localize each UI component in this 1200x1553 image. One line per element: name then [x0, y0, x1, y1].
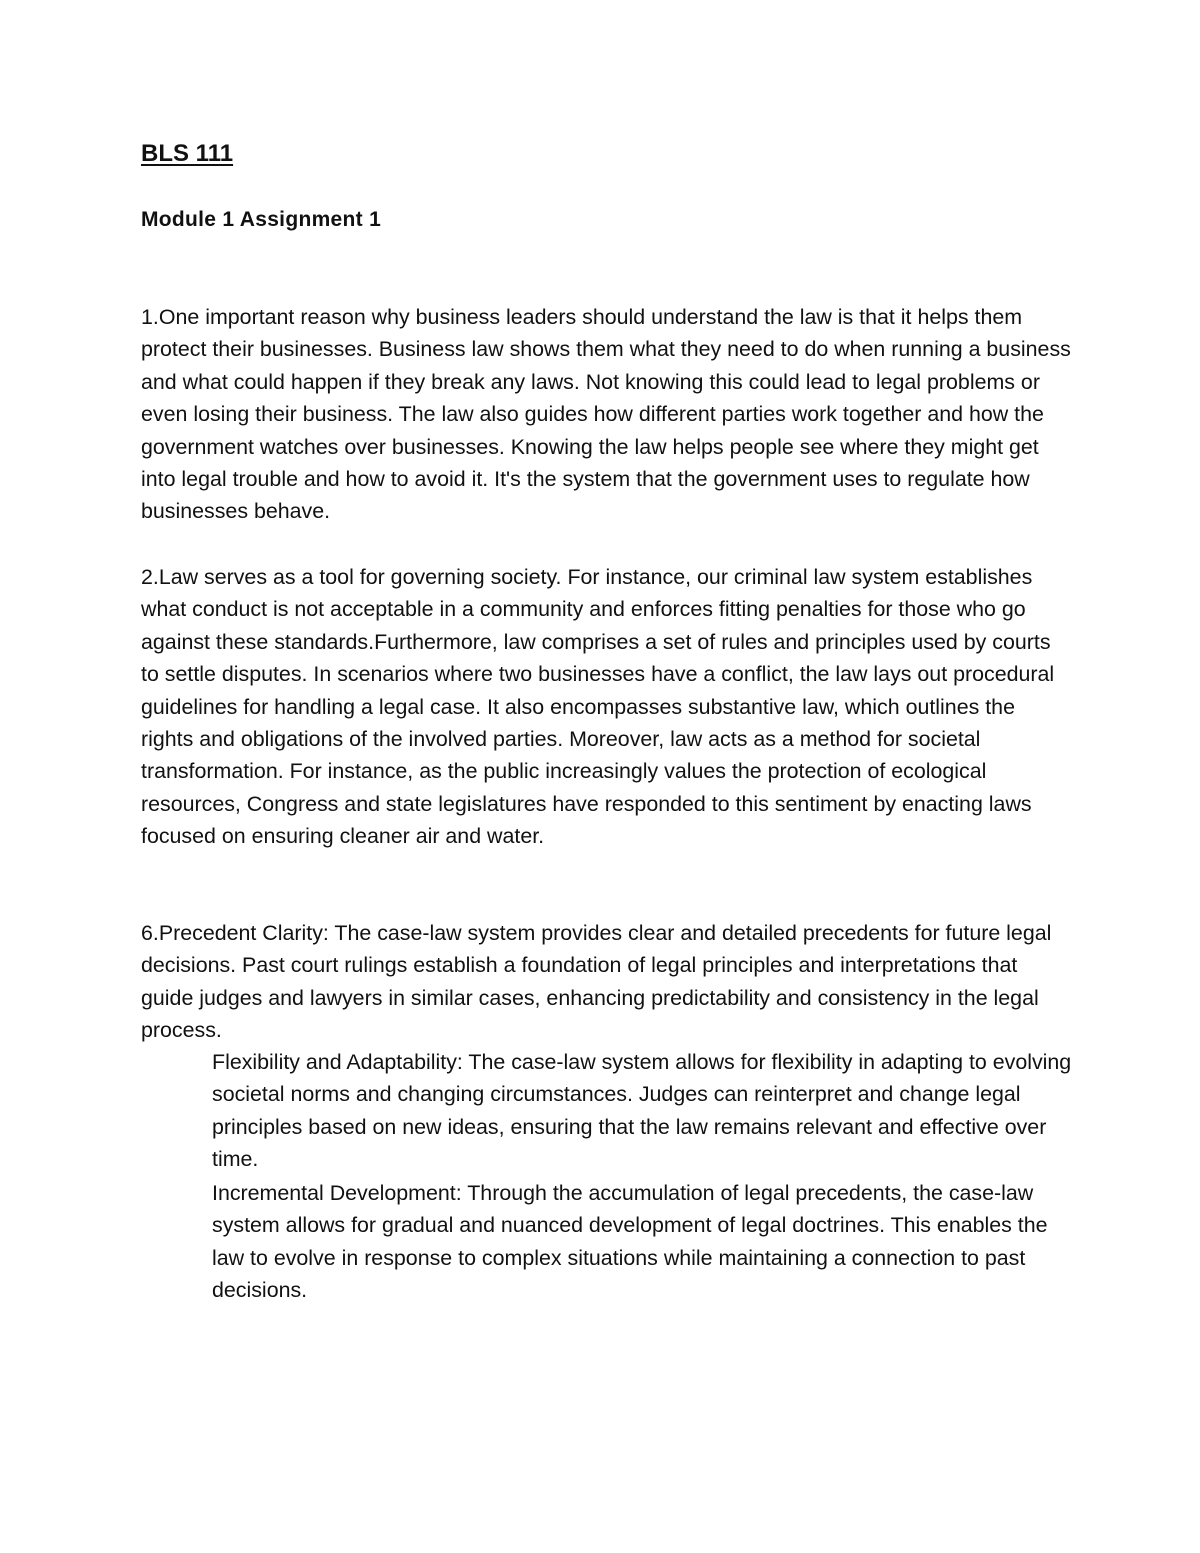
paragraph-question-1: 1.One important reason why business leaders should understand the law is that it helps them protect their businesses. Business law shows them what they need to do when running a business and what could happen if they break any laws. Not knowing this could lead to legal problems or even losing their business. The law also guides how different parties work together and how the government watches over businesses. Knowing the law helps people see where they might get into legal trouble and how to avoid it. It's the system that the government uses to regulate how businesses behave. [141, 305, 1071, 524]
paragraph-question-6: 6.Precedent Clarity: The case-law system provides clear and detailed precedents for future legal decisions. Past court rulings establish a foundation of legal principles and interpretations that guide judges and lawyers in similar cases, enhancing predictability and consistency in the legal process. [141, 921, 1052, 1043]
document-subtitle: Module 1 Assignment 1 [141, 208, 382, 231]
document-title: BLS 111 [141, 140, 234, 167]
sub-point-flexibility: Flexibility and Adaptability: The case-law system allows for flexibility in adapting to evolving societal norms and changing circumstances. Judges can reinterpret and change legal principles based on new ideas, ensuring that the law remains relevant and effective over time. [212, 1050, 1072, 1172]
paragraph-question-2: 2.Law serves as a tool for governing society. For instance, our criminal law system establishes what conduct is not acceptable in a community and enforces fitting penalties for those who go against these standards.Furthermore, law comprises a set of rules and principles used by courts to settle disputes. In scenarios where two businesses have a conflict, the law lays out procedural guidelines for handling a legal case. It also encompasses substantive law, which outlines the rights and obligations of the involved parties. Moreover, law acts as a method for societal transformation. For instance, as the public increasingly values the protection of ecological resources, Congress and state legislatures have responded to this sentiment by enacting laws focused on ensuring cleaner air and water. [141, 565, 1055, 849]
sub-point-incremental-development: Incremental Development: Through the accumulation of legal precedents, the case-law system allows for gradual and nuanced development of legal doctrines. This enables the law to evolve in response to complex situations while maintaining a connection to past decisions. [212, 1181, 1048, 1303]
